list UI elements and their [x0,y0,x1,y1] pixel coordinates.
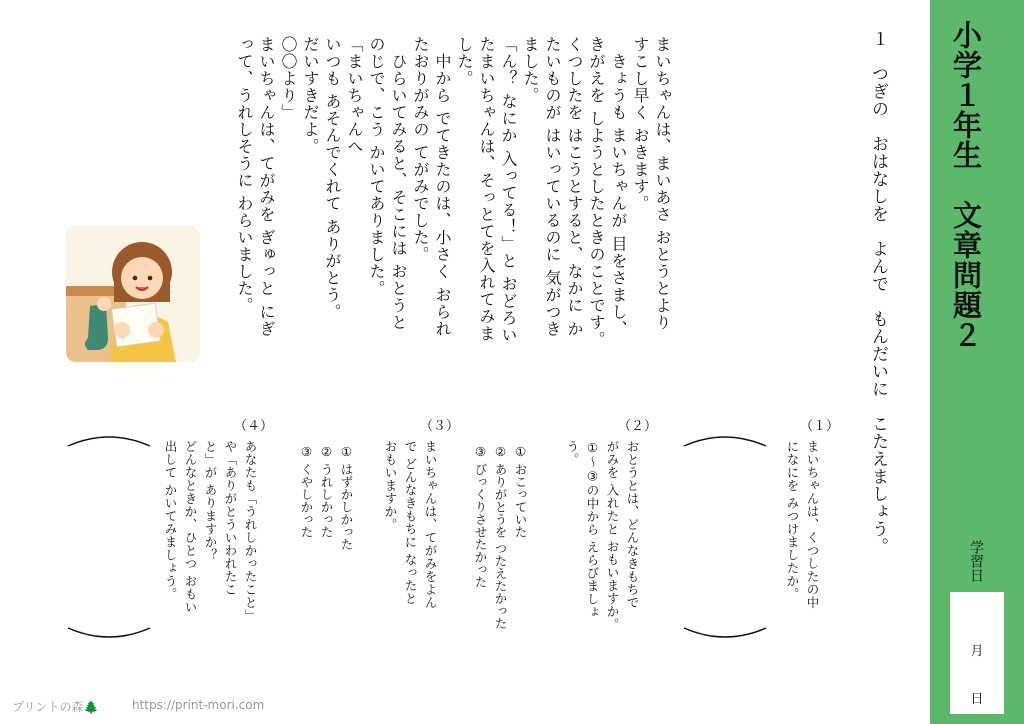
question-line: になにを みつけましたか。 [785,440,800,601]
option-item[interactable]: ① はずかしかった [339,444,354,551]
question-line: まいちゃんは、てがみをよん [423,440,438,609]
date-label: 学習日 [968,540,984,582]
question-4-number: （４） [234,419,274,434]
question-line: や「ありがとういわれたこ [223,440,238,596]
question-2-number: （２） [618,419,658,434]
story-line: たまいちゃんは、そっとてを入れてみま [477,36,496,342]
illustration-girl-reading-letter [66,226,200,362]
footer-url[interactable]: https://print-mori.com [132,698,265,712]
story-line: いつも あそんでくれて ありがとう。 [323,36,342,321]
date-box[interactable] [950,592,1004,714]
month-label: 月 [970,644,984,659]
story-text [233,36,673,348]
question-line: どんなときか、ひとつ おもい [183,440,198,614]
question-line: がみを 入れたと おもいますか。 [605,440,620,631]
sheet-title: 小学１年生 文章問題２ [949,20,983,350]
question-line: で どんなきもちに なったと [403,440,418,605]
day-label: 日 [970,692,984,707]
question-3-number: （３） [420,419,460,434]
question-1-text [782,440,822,609]
story-line: 「まいちゃんへ [345,36,364,155]
question-line: ①〜③の中から えらびましょ [585,440,600,619]
answer-area-1[interactable] [680,432,770,642]
story-line: 〇〇より」 [279,36,298,121]
question-2-text [562,440,642,631]
option-item[interactable]: ② うれしかった [319,444,334,538]
question-2-options [470,444,530,629]
footer-logo: プリントの森🌲 [12,700,99,714]
question-3-options [296,444,356,550]
question-line: あなたも「うれしかったこと」 [243,440,258,622]
option-item[interactable]: ① おこっていた [513,444,528,538]
story-line: まいちゃんは、てがみを ぎゅっと にぎ [257,36,276,338]
story-line: きがえを しようとしたときのことです。 [587,36,606,349]
story-line: きょうも まいちゃんが 目をさまし、 [609,36,628,338]
story-line: した。 [455,36,474,87]
option-item[interactable]: ③ びっくりさせたかった [473,444,488,588]
story-line: すこし早く おきます。 [631,36,650,213]
question-line: おとうとは、どんなきもちで [625,440,640,609]
story-line: まいちゃんは、まいあさ おとうとより [653,36,672,332]
instruction: １ つぎの おはなしを よんで もんだいに こたえましょう。 [868,30,888,555]
question-line: 出して かいてみましょう。 [163,440,178,601]
story-line: くつしたを はこうとすると、なかに か [565,36,584,338]
question-line: う。 [565,440,580,466]
story-line: のじで、こう かいてありました。 [367,36,386,298]
story-line: ました。 [521,36,540,104]
story-line: 中から でてきたのは、小さく おられ [433,36,452,338]
option-item[interactable]: ② ありがとうを つたえたかった [493,444,508,630]
answer-area-4[interactable] [64,432,154,642]
question-4-text [160,440,260,622]
option-item[interactable]: ③ くやしかった [299,444,314,538]
question-line: まいちゃんは、くつしたの中 [805,440,820,609]
girl-illustration-icon [66,226,200,362]
question-line: おもいますか。 [383,440,398,531]
question-1-number: （１） [800,419,840,434]
question-3-text [380,440,440,609]
story-line: たいものが はいっているのに 気がつき [543,36,562,338]
story-line: 「ん？ なにか 入ってる！」と おどろい [499,36,518,344]
story-line: だいすきだよ。 [301,36,320,155]
question-line: と」が ありますか？ [203,440,218,562]
story-line: たおりがみの てがみでした。 [411,36,430,264]
story-line: ひらいてみると、そこには おとうと [389,36,408,332]
story-line: って、うれしそうに わらいました。 [235,36,254,315]
